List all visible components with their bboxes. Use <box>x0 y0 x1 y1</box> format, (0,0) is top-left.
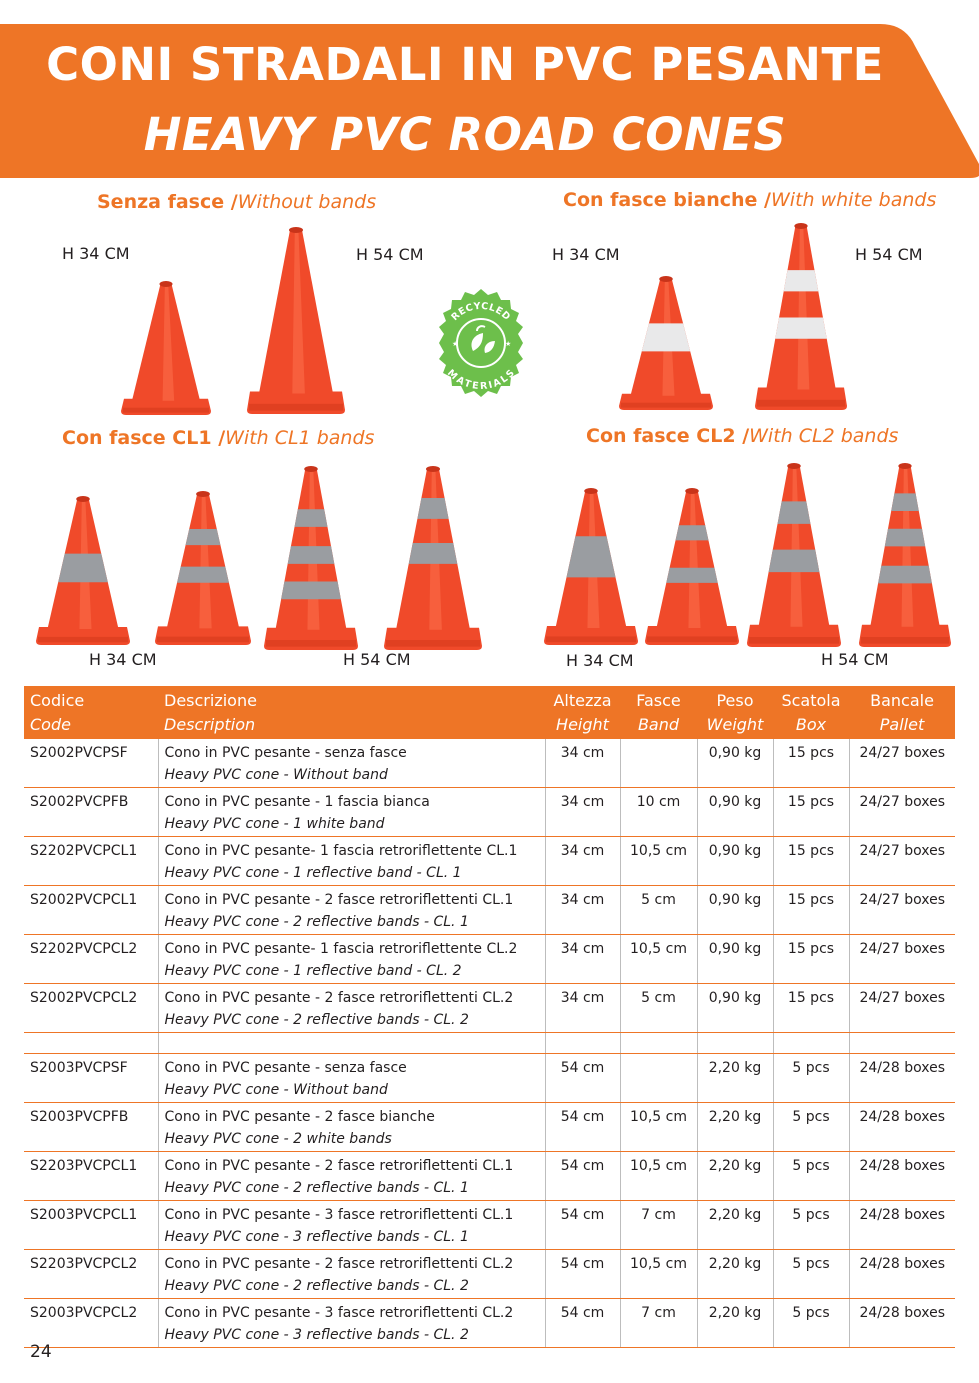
table-row <box>24 739 955 788</box>
section-sep: / <box>211 427 226 449</box>
table-row <box>24 984 955 1033</box>
table-cell <box>849 1152 955 1201</box>
cell-height: 34 cm <box>560 990 605 1006</box>
cell-weight: 0,90 kg <box>708 892 762 908</box>
header-pallet <box>849 686 955 739</box>
traffic-cone-icon <box>383 465 483 650</box>
section-cl1-bands <box>62 427 374 449</box>
table-cell <box>697 1054 773 1103</box>
cell-code: S2202PVCPCL2 <box>30 941 138 957</box>
cell-box: 5 pcs <box>792 1109 830 1125</box>
cell-height: 54 cm <box>560 1109 605 1125</box>
cell-description-en: Heavy PVC cone - 2 reflective bands - CL. 1 <box>164 1180 469 1196</box>
svg-text:★: ★ <box>505 340 512 348</box>
header-label-it: Fasce <box>636 691 681 710</box>
table-cell <box>24 739 158 788</box>
table-row <box>24 837 955 886</box>
header-label-en: Box <box>795 715 827 734</box>
table-cell <box>697 1152 773 1201</box>
cell-weight: 0,90 kg <box>708 941 762 957</box>
table-cell <box>24 1250 158 1299</box>
header-label-en: Description <box>164 715 256 734</box>
badge-bottom-text: MATERIALS <box>444 367 518 393</box>
table-cell <box>773 1152 849 1201</box>
height-label: H 54 CM <box>343 650 411 669</box>
cell-height: 54 cm <box>560 1060 605 1076</box>
table-row <box>24 1299 955 1348</box>
header-label-it: Peso <box>716 691 754 710</box>
cell-pallet: 24/28 boxes <box>859 1207 946 1223</box>
table-cell <box>24 1054 158 1103</box>
height-label: H 54 CM <box>821 650 889 669</box>
cell-pallet: 24/27 boxes <box>859 990 946 1006</box>
cell-height: 34 cm <box>560 843 605 859</box>
cell-weight: 2,20 kg <box>708 1060 762 1076</box>
cell-description-en: Heavy PVC cone - 1 reflective band - CL. 1 <box>164 865 462 881</box>
cell-weight: 2,20 kg <box>708 1109 762 1125</box>
table-cell <box>620 1250 697 1299</box>
header-label-it: Codice <box>30 691 85 710</box>
cell-description-it: Cono in PVC pesante - 1 fascia bianca <box>164 794 430 810</box>
cell-description-en: Heavy PVC cone - 1 reflective band - CL. 2 <box>164 963 462 979</box>
table-cell <box>545 1201 620 1250</box>
cell-pallet: 24/27 boxes <box>859 892 946 908</box>
table-cell <box>158 1152 545 1201</box>
header-label-en: Pallet <box>879 715 925 734</box>
header-label-it: Altezza <box>553 691 612 710</box>
table-row <box>24 1201 955 1250</box>
cell-code: S2002PVCPCL1 <box>30 892 138 908</box>
header-label-en: Band <box>637 715 680 734</box>
section-cl1-it: Con fasce CL1 <box>62 427 212 449</box>
table-cell <box>24 837 158 886</box>
table-row <box>24 1250 955 1299</box>
table-cell <box>545 935 620 984</box>
recycled-materials-badge <box>425 287 537 399</box>
table-cell <box>545 984 620 1033</box>
cell-band: 5 cm <box>641 990 676 1006</box>
table-cell <box>158 1054 545 1103</box>
cell-height: 54 cm <box>560 1207 605 1223</box>
height-label: H 34 CM <box>552 245 620 264</box>
cell-code: S2202PVCPCL1 <box>30 843 138 859</box>
table-cell <box>773 935 849 984</box>
table-cell <box>620 1201 697 1250</box>
cell-pallet: 24/28 boxes <box>859 1109 946 1125</box>
cell-pallet: 24/28 boxes <box>859 1158 946 1174</box>
cell-height: 54 cm <box>560 1158 605 1174</box>
table-cell <box>849 1250 955 1299</box>
section-cl1-en: With CL1 bands <box>225 427 375 449</box>
section-without-en: Without bands <box>237 191 377 213</box>
table-cell <box>773 739 849 788</box>
section-white-en: With white bands <box>771 189 937 211</box>
cell-description-en: Heavy PVC cone - 2 reflective bands - CL. 1 <box>164 914 469 930</box>
table-cell <box>158 739 545 788</box>
height-label: H 34 CM <box>89 650 157 669</box>
table-cell <box>24 984 158 1033</box>
table-cell <box>849 886 955 935</box>
header-label-en: Height <box>556 715 609 734</box>
section-cl2-it: Con fasce CL2 <box>586 425 736 447</box>
table-row <box>24 935 955 984</box>
cell-box: 5 pcs <box>792 1207 830 1223</box>
cell-description-en: Heavy PVC cone - 3 reflective bands - CL. 1 <box>164 1229 469 1245</box>
header-description <box>158 686 545 739</box>
table-cell <box>545 1033 620 1054</box>
table-cell <box>24 1152 158 1201</box>
table-cell <box>773 1299 849 1348</box>
table-cell <box>773 984 849 1033</box>
table-cell <box>620 1054 697 1103</box>
cell-description-en: Heavy PVC cone - Without band <box>164 1082 388 1098</box>
cell-description-en: Heavy PVC cone - Without band <box>164 767 388 783</box>
table-cell <box>697 886 773 935</box>
table-cell <box>545 739 620 788</box>
height-label: H 34 CM <box>566 651 634 670</box>
cell-height: 34 cm <box>560 745 605 761</box>
spec-table <box>24 686 955 1348</box>
section-without-it: Senza fasce <box>97 191 225 213</box>
cell-pallet: 24/27 boxes <box>859 843 946 859</box>
cell-description-it: Cono in PVC pesante - 2 fasce retroriflettenti CL.2 <box>164 990 514 1006</box>
cell-description-en: Heavy PVC cone - 1 white band <box>164 816 385 832</box>
cell-code: S2002PVCPFB <box>30 794 129 810</box>
cell-height: 54 cm <box>560 1256 605 1272</box>
table-cell <box>697 1201 773 1250</box>
cell-height: 34 cm <box>560 941 605 957</box>
cell-band: 5 cm <box>641 892 676 908</box>
traffic-cone-icon <box>246 226 346 414</box>
title-english: HEAVY PVC ROAD CONES <box>143 108 787 161</box>
table-cell <box>620 837 697 886</box>
table-cell <box>158 837 545 886</box>
cell-band: 7 cm <box>641 1207 676 1223</box>
table-cell <box>24 1299 158 1348</box>
cell-description-it: Cono in PVC pesante - 2 fasce bianche <box>164 1109 435 1125</box>
table-cell <box>158 788 545 837</box>
cell-description-en: Heavy PVC cone - 2 white bands <box>164 1131 392 1147</box>
table-cell <box>697 984 773 1033</box>
recycle-icon <box>425 287 537 399</box>
table-row <box>24 1103 955 1152</box>
cell-description-en: Heavy PVC cone - 3 reflective bands - CL. 2 <box>164 1327 469 1343</box>
header-label-en: Weight <box>706 715 764 734</box>
cell-description-it: Cono in PVC pesante- 1 fascia retroriflettente CL.2 <box>164 941 518 957</box>
cell-description-it: Cono in PVC pesante - 2 fasce retroriflettenti CL.1 <box>164 1158 514 1174</box>
table-cell <box>158 984 545 1033</box>
table-row <box>24 788 955 837</box>
cell-code: S2203PVCPCL2 <box>30 1256 138 1272</box>
header-label-it: Bancale <box>870 691 934 710</box>
cell-code: S2002PVCPCL2 <box>30 990 138 1006</box>
cell-box: 15 pcs <box>787 892 835 908</box>
table-cell <box>773 788 849 837</box>
cell-box: 15 pcs <box>787 843 835 859</box>
section-without-bands <box>97 191 376 213</box>
table-row <box>24 1054 955 1103</box>
table-cell <box>620 1152 697 1201</box>
section-sep: / <box>735 425 750 447</box>
traffic-cone-icon <box>644 487 740 645</box>
cell-weight: 2,20 kg <box>708 1305 762 1321</box>
title-banner <box>0 24 979 178</box>
cell-description-it: Cono in PVC pesante - 3 fasce retroriflettenti CL.1 <box>164 1207 514 1223</box>
table-cell <box>697 1299 773 1348</box>
cell-description-it: Cono in PVC pesante - 3 fasce retroriflettenti CL.2 <box>164 1305 514 1321</box>
table-cell <box>545 1103 620 1152</box>
traffic-cone-icon <box>858 462 952 647</box>
header-box <box>773 686 849 739</box>
title-italian: CONI STRADALI IN PVC PESANTE <box>46 38 884 91</box>
header-weight <box>697 686 773 739</box>
cell-box: 15 pcs <box>787 990 835 1006</box>
height-label: H 54 CM <box>855 245 923 264</box>
table-cell <box>158 1033 545 1054</box>
table-cell <box>849 1299 955 1348</box>
table-cell <box>24 1033 158 1054</box>
cell-weight: 2,20 kg <box>708 1158 762 1174</box>
table-cell <box>545 886 620 935</box>
section-sep: / <box>224 191 238 213</box>
table-cell <box>545 1250 620 1299</box>
cell-code: S2203PVCPCL1 <box>30 1158 138 1174</box>
badge-top-text: RECYCLED <box>449 300 513 324</box>
table-cell <box>773 1103 849 1152</box>
cell-height: 34 cm <box>560 794 605 810</box>
cell-weight: 0,90 kg <box>708 745 762 761</box>
table-cell <box>849 935 955 984</box>
table-row <box>24 886 955 935</box>
table-cell <box>158 1299 545 1348</box>
table-cell <box>620 1299 697 1348</box>
section-white-bands <box>563 189 936 211</box>
svg-text:★: ★ <box>452 340 459 348</box>
cell-band: 10,5 cm <box>630 1256 687 1272</box>
header-label-en: Code <box>30 715 71 734</box>
cell-height: 54 cm <box>560 1305 605 1321</box>
cell-band: 10,5 cm <box>630 1109 687 1125</box>
table-cell <box>697 788 773 837</box>
traffic-cone-icon <box>154 490 252 645</box>
cell-box: 15 pcs <box>787 794 835 810</box>
traffic-cone-icon <box>35 495 131 645</box>
cell-pallet: 24/28 boxes <box>859 1256 946 1272</box>
cell-box: 15 pcs <box>787 941 835 957</box>
cell-pallet: 24/28 boxes <box>859 1060 946 1076</box>
table-cell <box>158 935 545 984</box>
cell-code: S2002PVCPSF <box>30 745 128 761</box>
header-height <box>545 686 620 739</box>
cell-description-it: Cono in PVC pesante- 1 fascia retroriflettente CL.1 <box>164 843 518 859</box>
table-cell <box>849 837 955 886</box>
table-cell <box>849 984 955 1033</box>
table-cell <box>620 1033 697 1054</box>
table-header-row <box>24 686 955 739</box>
table-cell <box>620 1103 697 1152</box>
table-cell <box>849 1033 955 1054</box>
table-cell <box>849 1201 955 1250</box>
cell-band: 10,5 cm <box>630 941 687 957</box>
table-cell <box>697 935 773 984</box>
table-cell <box>849 1103 955 1152</box>
cell-description-it: Cono in PVC pesante - senza fasce <box>164 1060 407 1076</box>
traffic-cone-icon <box>754 222 848 410</box>
height-label: H 54 CM <box>356 245 424 264</box>
table-cell <box>24 788 158 837</box>
header-band <box>620 686 697 739</box>
section-cl2-en: With CL2 bands <box>749 425 899 447</box>
cell-description-it: Cono in PVC pesante - 2 fasce retroriflettenti CL.2 <box>164 1256 514 1272</box>
cell-weight: 2,20 kg <box>708 1207 762 1223</box>
table-cell <box>545 788 620 837</box>
cell-box: 5 pcs <box>792 1256 830 1272</box>
table-cell <box>849 739 955 788</box>
table-cell <box>773 837 849 886</box>
table-cell <box>545 1054 620 1103</box>
cell-pallet: 24/27 boxes <box>859 745 946 761</box>
table-cell <box>697 1250 773 1299</box>
table-cell <box>849 1054 955 1103</box>
cell-description-en: Heavy PVC cone - 2 reflective bands - CL. 2 <box>164 1012 469 1028</box>
table-cell <box>158 1250 545 1299</box>
table-cell <box>158 886 545 935</box>
traffic-cone-icon <box>543 487 639 645</box>
traffic-cone-icon <box>746 462 842 647</box>
table-spacer-row <box>24 1033 955 1054</box>
traffic-cone-icon <box>618 275 714 410</box>
table-cell <box>773 1250 849 1299</box>
table-cell <box>158 1201 545 1250</box>
table-cell <box>158 1103 545 1152</box>
table-cell <box>24 1201 158 1250</box>
table-cell <box>849 788 955 837</box>
cell-box: 15 pcs <box>787 745 835 761</box>
cell-box: 5 pcs <box>792 1305 830 1321</box>
table-cell <box>773 1054 849 1103</box>
table-cell <box>697 1103 773 1152</box>
cell-band: 10 cm <box>636 794 681 810</box>
table-cell <box>773 1201 849 1250</box>
table-cell <box>697 1033 773 1054</box>
cell-code: S2003PVCPFB <box>30 1109 129 1125</box>
cell-pallet: 24/27 boxes <box>859 941 946 957</box>
cell-pallet: 24/27 boxes <box>859 794 946 810</box>
cell-code: S2003PVCPCL2 <box>30 1305 138 1321</box>
cell-weight: 0,90 kg <box>708 843 762 859</box>
table-cell <box>24 1103 158 1152</box>
cell-band: 10,5 cm <box>630 1158 687 1174</box>
cell-description-it: Cono in PVC pesante - senza fasce <box>164 745 407 761</box>
cell-box: 5 pcs <box>792 1060 830 1076</box>
cell-pallet: 24/28 boxes <box>859 1305 946 1321</box>
cell-band: 10,5 cm <box>630 843 687 859</box>
cell-band: 7 cm <box>641 1305 676 1321</box>
cell-weight: 0,90 kg <box>708 990 762 1006</box>
table-cell <box>773 886 849 935</box>
table-cell <box>773 1033 849 1054</box>
header-code <box>24 686 158 739</box>
table-cell <box>545 1152 620 1201</box>
cell-weight: 2,20 kg <box>708 1256 762 1272</box>
traffic-cone-icon <box>263 465 359 650</box>
section-white-it: Con fasce bianche <box>563 189 758 211</box>
header-label-it: Descrizione <box>164 691 257 710</box>
table-cell <box>620 984 697 1033</box>
cell-box: 5 pcs <box>792 1158 830 1174</box>
table-row <box>24 1152 955 1201</box>
section-sep: / <box>757 189 771 211</box>
table-cell <box>697 837 773 886</box>
page-number: 24 <box>30 1342 52 1362</box>
table-cell <box>620 935 697 984</box>
cell-code: S2003PVCPCL1 <box>30 1207 138 1223</box>
cell-description-it: Cono in PVC pesante - 2 fasce retroriflettenti CL.1 <box>164 892 514 908</box>
header-label-it: Scatola <box>781 691 841 710</box>
table-cell <box>545 837 620 886</box>
table-cell <box>697 739 773 788</box>
table-cell <box>620 739 697 788</box>
cell-height: 34 cm <box>560 892 605 908</box>
cell-code: S2003PVCPSF <box>30 1060 128 1076</box>
height-label: H 34 CM <box>62 244 130 263</box>
table-cell <box>620 886 697 935</box>
table-cell <box>545 1299 620 1348</box>
table-cell <box>24 935 158 984</box>
cell-weight: 0,90 kg <box>708 794 762 810</box>
traffic-cone-icon <box>120 280 212 415</box>
section-cl2-bands <box>586 425 898 447</box>
table-cell <box>24 886 158 935</box>
table-cell <box>620 788 697 837</box>
cell-description-en: Heavy PVC cone - 2 reflective bands - CL. 2 <box>164 1278 469 1294</box>
table-body <box>24 739 955 1348</box>
